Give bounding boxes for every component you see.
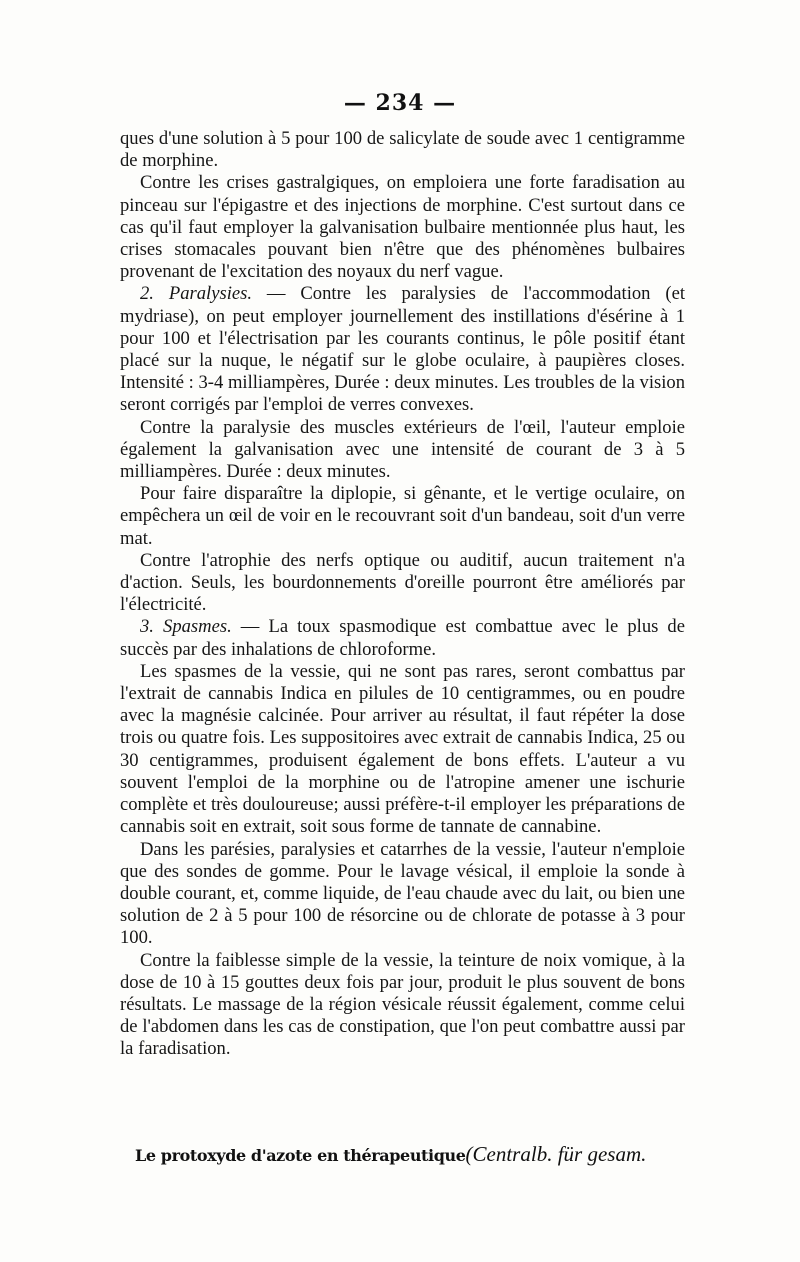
paragraph: [120, 417, 685, 484]
paragraph: [120, 616, 685, 660]
paragraph: [120, 128, 685, 172]
paragraph: [120, 661, 685, 839]
paragraph: [120, 483, 685, 550]
paragraph-text: Contre la faiblesse simple de la vessie, la teinture de noix vomique, à la dose de 10 à 15 gouttes deux fois par jour, produit le plus souvent de bons résultats. Le massage de la région vésicale réussit également, comme celui de l'abdomen dans les cas de constipation, que l'on peut combattre aussi par la faradisation.: [120, 949, 685, 1060]
section-heading-paralysies: 2. Paralysies.: [140, 283, 252, 305]
section-heading-spasmes: 3. Spasmes.: [140, 616, 232, 638]
paragraph-text: — Contre les paralysies de l'accommodation (et mydriase), on peut employer journellement des instillations d'ésérine à 1 pour 100 et l'électrisation par les courants continus, le pôle positif étant placé sur la nuque, le négatif sur le globe oculaire, à paupières closes. Intensité : 3-4 milliampères, Durée : deux minutes. Les troubles de la vision seront corrigés par l'emploi de verres convexes.: [120, 283, 685, 416]
paragraph: [120, 172, 685, 283]
next-section-title: [135, 1142, 695, 1167]
paragraph-text: Dans les parésies, paralysies et catarrhes de la vessie, l'auteur n'emploie que des sondes de gomme. Pour le lavage vésical, il emploie la sonde à double courant, et, comme liquide, de l'eau chaude avec du lait, ou bien une solution de 2 à 5 pour 100 de résorcine ou de chlorate de potasse à 3 pour 100.: [120, 838, 685, 949]
paragraph-text: — La toux spasmodique est combattue avec le plus de succès par des inhalations de chloroforme.: [120, 616, 685, 660]
paragraph-text: Les spasmes de la vessie, qui ne sont pas rares, seront combattus par l'extrait de cannabis Indica en pilules de 10 centigrammes, ou en poudre avec la magnésie calcinée. Pour arriver au résultat, il faut répéter la dose trois ou quatre fois. Les suppositoires avec extrait de cannabis Indica, 25 ou 30 centigrammes, produisent également de bons effets. L'auteur a vu souvent l'emploi de la morphine ou de l'atropine amener une ischurie complète et très douloureuse; aussi préfère-t-il employer les préparations de cannabis soit en extrait, soit sous forme de tannate de cannabine.: [120, 660, 685, 838]
paragraph-text: ques d'une solution à 5 pour 100 de salicylate de soude avec 1 centigramme de morphine.: [120, 128, 685, 172]
paragraph: [120, 950, 685, 1061]
paragraph-text: Contre les crises gastralgiques, on emploiera une forte faradisation au pinceau sur l'épigastre et des injections de morphine. C'est surtout dans ce cas qu'il faut employer la galvanisation bulbaire mentionnée plus haut, les crises stomacales pouvant bien n'être que des phénomènes bulbaires provenant de l'excitation des noyaux du nerf vague.: [120, 172, 685, 283]
paragraph: [120, 550, 685, 617]
body-text: [120, 128, 685, 1061]
section-title: Le protoxyde d'azote en thérapeutique: [135, 1146, 466, 1165]
paragraph-text: Pour faire disparaître la diplopie, si gênante, et le vertige oculaire, on empêchera un œil de voir en le recouvrant soit d'un bandeau, soit d'un verre mat.: [120, 483, 685, 549]
paragraph-text: Contre l'atrophie des nerfs optique ou auditif, aucun traitement n'a d'action. Seuls, les bourdonnements d'oreille pourront être améliorés par l'électricité.: [120, 549, 685, 616]
page-number: — 234 —: [343, 90, 457, 116]
section-source: (Centralb. für gesam.: [465, 1142, 647, 1166]
paragraph-text: Contre la paralysie des muscles extérieurs de l'œil, l'auteur emploie également la galvanisation avec une intensité de courant de 3 à 5 milliampères. Durée : deux minutes.: [120, 416, 685, 483]
paragraph: [120, 283, 685, 416]
paragraph: [120, 839, 685, 950]
